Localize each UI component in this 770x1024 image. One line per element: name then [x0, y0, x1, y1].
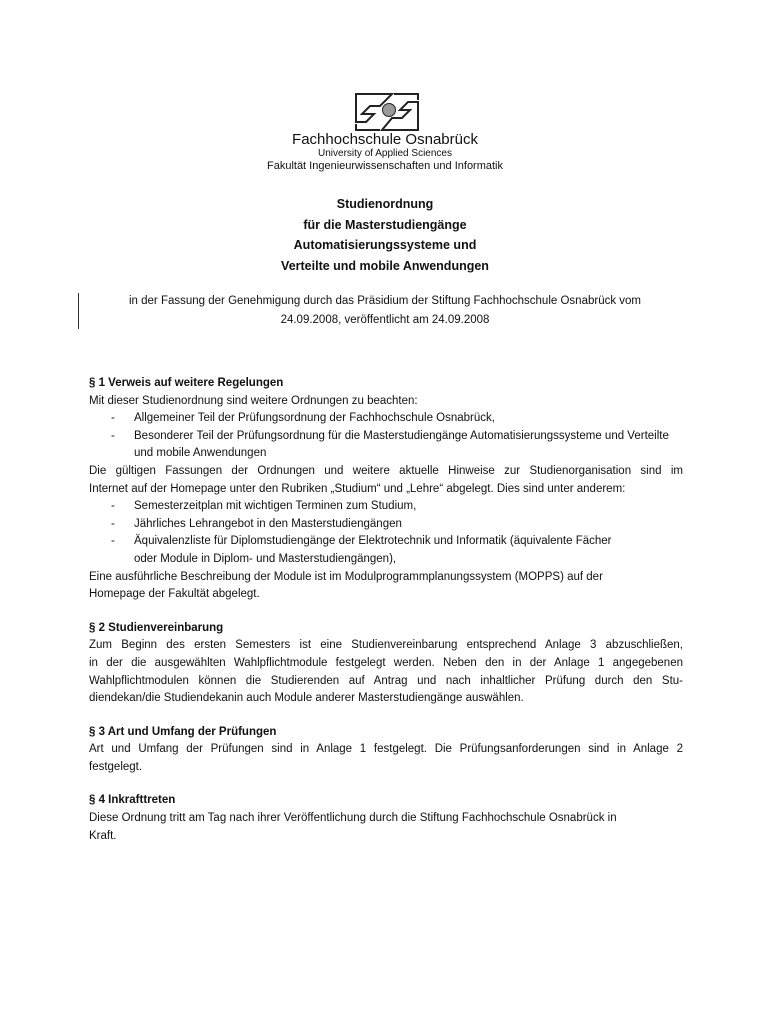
section-1-outro-line: Eine ausführliche Beschreibung der Module ist im Modulprogrammplanungssystem (MOPPS) auf der — [89, 570, 603, 583]
institution-subtitle: University of Applied Sciences — [318, 148, 452, 159]
list-dash: - — [111, 517, 115, 530]
section-3-paragraph — [89, 741, 683, 776]
version-line: 24.09.2008, veröffentlicht am 24.09.2008 — [280, 314, 490, 326]
section-1-intro: Mit dieser Studienordnung sind weitere Ordnungen zu beachten: — [89, 394, 418, 407]
list-item-text: Äquivalenzliste für Diplomstudiengänge der Elektrotechnik und Informatik (äquivalente Fächer — [134, 535, 612, 548]
list-item — [89, 533, 683, 551]
paragraph-line: Art und Umfang der Prüfungen sind in Anlage 1 festgelegt. Die Prüfungsanforderungen sind in Anlage 2 — [89, 743, 683, 756]
fh-osnabrueck-logo — [352, 90, 422, 134]
list-item-text: Semesterzeitplan mit wichtigen Terminen zum Studium, — [134, 500, 417, 513]
list-item-text: Allgemeiner Teil der Prüfungsordnung der Fachhochschule Osnabrück, — [134, 412, 495, 425]
paragraph-line: Wahlpflichtmodulen können die Studierenden auf Antrag und nach inhaltlicher Prüfung durch den Stu- — [89, 674, 683, 687]
faculty-name: Fakultät Ingenieurwissenschaften und Informatik — [266, 160, 504, 172]
paragraph-line: diendekan/die Studiendekanin auch Module anderer Masterstudiengänge auswählen. — [89, 692, 524, 705]
list-item — [89, 410, 683, 428]
list-item — [89, 498, 683, 516]
list-item — [89, 516, 683, 534]
document-body — [89, 375, 683, 845]
list-dash: - — [111, 429, 115, 442]
section-heading-3: § 3 Art und Umfang der Prüfungen — [89, 725, 277, 738]
section-gap — [89, 708, 683, 724]
paragraph-line: festgelegt. — [89, 760, 143, 773]
section-heading-2: § 2 Studienvereinbarung — [89, 621, 224, 634]
section-heading-4: § 4 Inkrafttreten — [89, 794, 176, 807]
section-1-paragraph — [89, 463, 683, 498]
list-item-text: Besonderer Teil der Prüfungsordnung für die Masterstudiengänge Automatisierungssysteme und Verteilte und mobile Anwendungen — [134, 429, 669, 460]
paragraph-line: Internet auf der Homepage unter den Rubriken „Studium“ und „Lehre“ abgelegt. Dies sind unter anderem: — [89, 482, 626, 495]
title-line: Studienordnung — [336, 197, 434, 211]
paragraph-line: in der die ausgewählten Wahlpflichtmodule festgelegt werden. Neben den in der Anlage 1 angegebenen — [89, 656, 683, 669]
institution-name: Fachhochschule Osnabrück — [292, 131, 478, 148]
version-line: in der Fassung der Genehmigung durch das Präsidium der Stiftung Fachhochschule Osnabrück vom — [128, 295, 642, 307]
paragraph-line: Diese Ordnung tritt am Tag nach ihrer Veröffentlichung durch die Stiftung Fachhochschule Osnabrück in — [89, 812, 617, 825]
list-item-text: Jährliches Lehrangebot in den Masterstudiengängen — [134, 517, 402, 530]
title-line: Verteilte und mobile Anwendungen — [281, 258, 489, 273]
document-title — [0, 194, 770, 276]
list-dash: - — [111, 500, 115, 513]
version-note — [0, 292, 770, 330]
title-line: Automatisierungssysteme und — [293, 238, 477, 253]
section-4-paragraph — [89, 810, 683, 845]
section-gap — [89, 776, 683, 792]
paragraph-line: Kraft. — [89, 829, 117, 842]
list-item-continuation: oder Module in Diplom- und Masterstudiengängen), — [134, 552, 397, 565]
list-item — [89, 428, 683, 463]
section-1-outro-line: Homepage der Fakultät abgelegt. — [89, 588, 260, 601]
section-2-paragraph — [89, 637, 683, 707]
paragraph-line: Die gültigen Fassungen der Ordnungen und weitere aktuelle Hinweise zur Studienorganisation sind im — [89, 464, 683, 477]
list-dash: - — [111, 412, 115, 425]
section-gap — [89, 604, 683, 620]
title-line: für die Masterstudiengänge — [303, 217, 467, 232]
section-heading-1: § 1 Verweis auf weitere Regelungen — [89, 377, 284, 389]
list-dash: - — [111, 535, 115, 548]
paragraph-line: Zum Beginn des ersten Semesters ist eine Studienvereinbarung entsprechend Anlage 3 abzuschließen, — [89, 639, 683, 652]
